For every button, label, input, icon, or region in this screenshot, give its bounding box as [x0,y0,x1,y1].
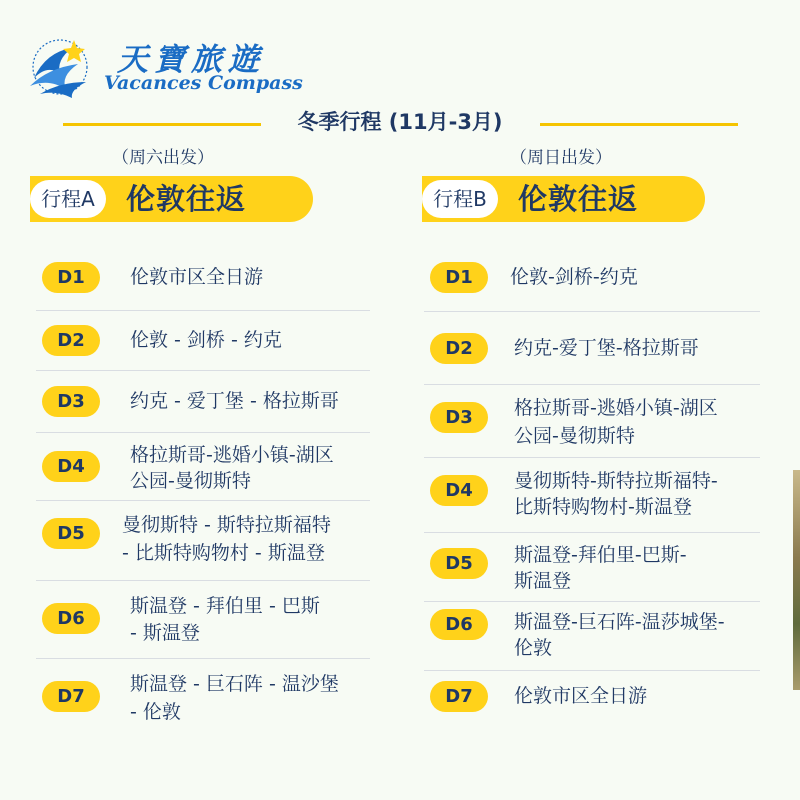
day-route-line: 斯温登 - 拜伯里 - 巴斯 [130,595,320,617]
day-badge: D3 [430,402,488,433]
itinerary-a-day-row [36,659,386,737]
day-route-line: 伦敦市区全日游 [514,685,648,707]
day-route-line: 比斯特购物村-斯温登 [514,496,692,518]
season-title: 冬季行程 (11月-3月) [297,110,503,134]
itinerary-b-day-row [424,458,760,533]
day-badge: D1 [430,262,488,293]
departure-day-b: （周日出发） [510,148,612,168]
day-route-line: 伦敦 - 剑桥 - 约克 [130,329,282,351]
day-route-line: 曼彻斯特 - 斯特拉斯福特 [122,514,331,536]
itinerary-a-name: 伦敦往返 [126,182,247,216]
day-route-line: 斯温登-拜伯里-巴斯- [514,544,687,566]
itinerary-a-day-row [36,371,370,433]
day-badge: D4 [430,475,488,506]
day-badge: D5 [430,548,488,579]
compass-wave-icon [26,34,96,100]
day-route-line: 伦敦-剑桥-约克 [510,266,638,288]
day-badge: D1 [42,262,100,293]
day-badge: D3 [42,386,100,417]
day-route-line: 斯温登 - 巨石阵 - 温沙堡 [130,673,339,695]
itinerary-b-name: 伦敦往返 [518,182,639,216]
day-route-line: 斯温登 [514,570,572,592]
itinerary-b-day-row [424,671,760,726]
itinerary-a-day-row [36,245,370,311]
day-route-line: 公园-曼彻斯特 [130,470,251,492]
itinerary-b-tag: 行程B [422,180,498,218]
day-badge: D6 [42,603,100,634]
day-route-line: 斯温登-巨石阵-温莎城堡- [514,611,725,633]
itinerary-a-day-row [36,581,370,659]
brand-logo [22,32,303,102]
day-route-line: 约克-爱丁堡-格拉斯哥 [514,337,699,359]
brand-name-en: Vacances Compass [104,72,303,94]
brand-name-cn: 天寶旅遊 [117,42,265,78]
day-route-line: 公园-曼彻斯特 [514,425,635,447]
itinerary-a-tag: 行程A [30,180,106,218]
day-badge: D7 [42,681,100,712]
day-badge: D7 [430,681,488,712]
itinerary-a-day-row [36,311,370,371]
itinerary-b-day-row [424,385,760,458]
day-route-line: - 斯温登 [130,622,200,644]
day-route-line: - 伦敦 [130,701,181,723]
day-route-line: 曼彻斯特-斯特拉斯福特- [514,470,718,492]
day-route-line: 伦敦市区全日游 [130,266,264,288]
day-badge: D4 [42,451,100,482]
day-badge: D2 [42,325,100,356]
day-badge: D2 [430,333,488,364]
departure-day-a: （周六出发） [112,148,214,168]
itinerary-b-day-row [424,312,760,385]
day-route-line: 约克 - 爱丁堡 - 格拉斯哥 [130,390,339,412]
day-route-line: 格拉斯哥-逃婚小镇-湖区 [514,397,718,419]
itinerary-b-day-row [424,533,760,602]
day-route-line: 伦敦 [514,637,553,659]
day-badge: D6 [430,609,488,640]
day-badge: D5 [42,518,100,549]
itinerary-a-day-row [36,433,370,501]
itinerary-b-day-row [424,245,760,312]
day-route-line: - 比斯特购物村 - 斯温登 [122,542,325,564]
itinerary-a-day-row [36,501,370,581]
day-route-line: 格拉斯哥-逃婚小镇-湖区 [130,444,334,466]
landscape-photo-strip [793,470,800,690]
itinerary-b-day-row [424,602,760,671]
